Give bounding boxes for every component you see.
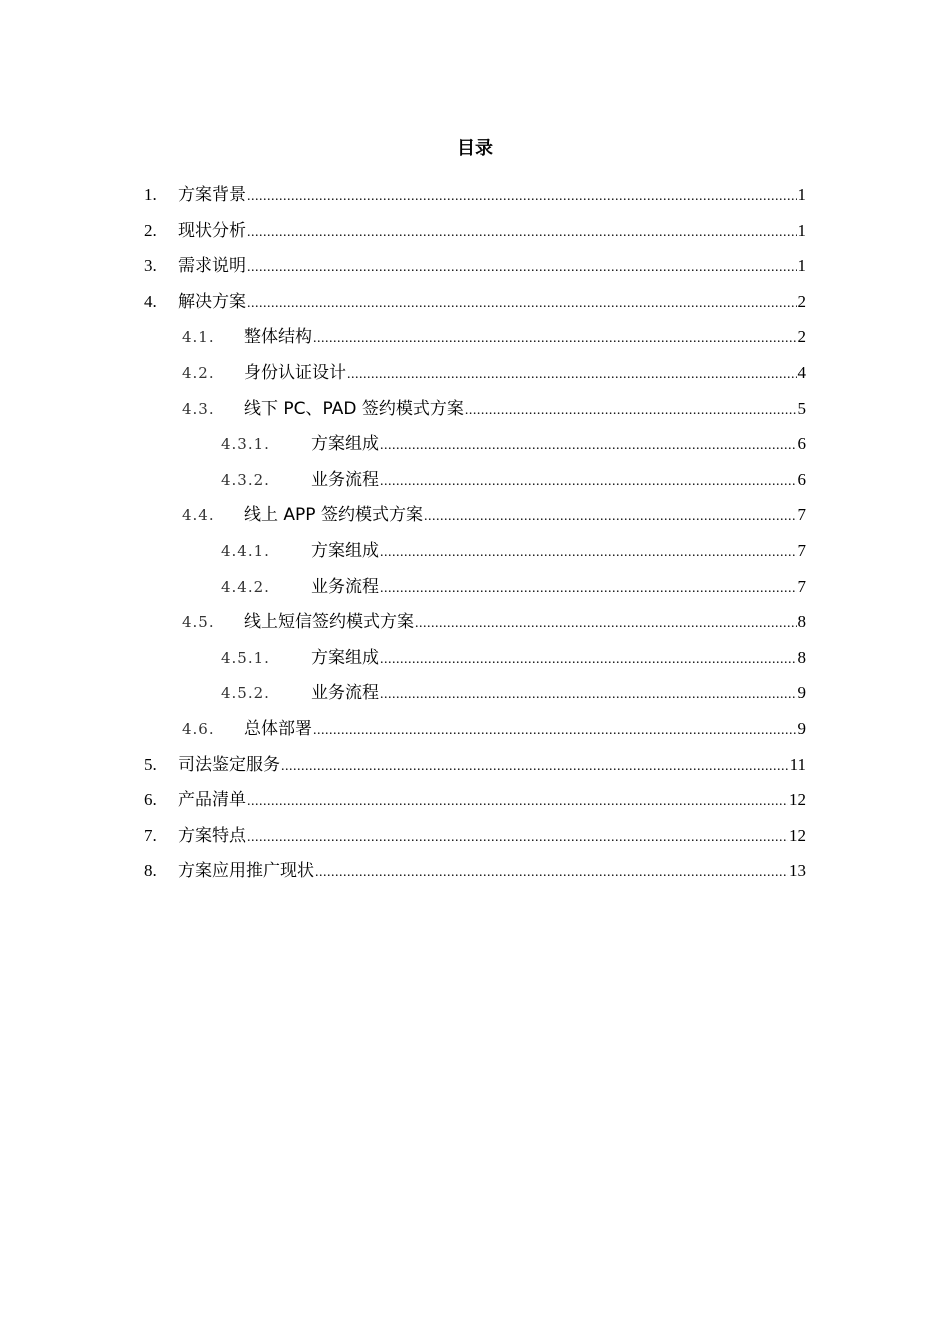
toc-entry[interactable] (221, 678, 806, 708)
toc-leader-dots (465, 396, 797, 426)
toc-leader-dots (415, 609, 797, 639)
toc-entry-page: 13 (789, 861, 806, 881)
toc-entry-number: 4.3.2. (221, 470, 270, 489)
toc-entry-title: 线上短信签约模式方案 (244, 612, 414, 633)
toc-entry[interactable] (182, 607, 806, 637)
toc-entry-number: 4.3. (182, 399, 215, 418)
toc-leader-dots (315, 858, 788, 888)
toc-entry-page: 7 (797, 541, 806, 560)
toc-entry[interactable] (144, 750, 806, 780)
toc-entry-page: 4 (797, 363, 806, 382)
toc-entry-title: 总体部署 (244, 719, 312, 739)
toc-entry-page: 12 (789, 790, 806, 810)
toc-entry-title: 方案背景 (178, 185, 246, 205)
toc-leader-dots (380, 538, 797, 568)
toc-entry-number: 4.2. (182, 364, 215, 382)
toc-entry[interactable] (182, 322, 806, 352)
toc-leader-dots (424, 502, 797, 532)
toc-entry-page: 7 (797, 576, 806, 596)
toc-entry-title: 方案组成 (311, 647, 379, 668)
toc-entry[interactable] (144, 287, 806, 317)
toc-entry-page: 1 (797, 220, 806, 240)
toc-leader-dots (380, 431, 797, 461)
toc-entry[interactable] (182, 358, 806, 388)
toc-entry-title: 现状分析 (178, 220, 246, 241)
toc-entry[interactable] (144, 821, 806, 851)
toc-entry[interactable] (221, 572, 806, 602)
toc-entry-page: 11 (789, 754, 806, 774)
toc-entry-title: 方案应用推广现状 (178, 861, 314, 882)
toc-entry[interactable] (221, 465, 806, 495)
toc-entry-number: 5. (144, 754, 157, 774)
toc-entry[interactable] (144, 785, 806, 815)
toc-entry-title: 业务流程 (311, 576, 379, 597)
toc-entry-number: 4.4.1. (221, 542, 270, 560)
toc-entry-number: 4.5. (182, 613, 215, 632)
toc-entry-number: 1. (144, 185, 157, 204)
toc-leader-dots (247, 289, 797, 319)
toc-title: 目录 (457, 138, 493, 159)
toc-leader-dots (380, 645, 797, 675)
toc-entry-page: 9 (797, 683, 806, 703)
toc-entry-title: 需求说明 (178, 256, 246, 277)
toc-entry-title: 方案组成 (311, 434, 379, 455)
toc-entry-number: 4.1. (182, 328, 215, 347)
toc-entry[interactable] (221, 536, 806, 566)
toc-entry-title: 业务流程 (311, 469, 379, 490)
toc-leader-dots (380, 467, 797, 497)
toc-leader-dots (247, 218, 797, 248)
toc-entry-title: 线下 PC、PAD 签约模式方案 (244, 398, 464, 419)
toc-entry[interactable] (144, 180, 806, 210)
toc-entry[interactable] (144, 216, 806, 246)
toc-entry-title: 产品清单 (178, 790, 246, 811)
toc-entry[interactable] (182, 714, 806, 744)
toc-entry-title: 方案组成 (311, 541, 379, 561)
toc-entry-number: 4.6. (182, 720, 215, 738)
toc-entry-title: 整体结构 (244, 327, 312, 348)
toc-entry-number: 4.4. (182, 506, 215, 525)
toc-leader-dots (380, 574, 797, 604)
toc-entry-page: 12 (789, 825, 806, 845)
toc-entry-number: 4. (144, 291, 157, 311)
toc-entry-title: 线上 APP 签约模式方案 (244, 505, 423, 526)
toc-entry[interactable] (221, 429, 806, 459)
toc-entry[interactable] (182, 500, 806, 530)
toc-entry-title: 解决方案 (178, 291, 246, 312)
toc-leader-dots (380, 680, 797, 710)
toc-leader-dots (313, 716, 797, 746)
toc-entry-number: 6. (144, 790, 157, 810)
toc-entry-page: 5 (797, 398, 806, 418)
toc-entry-page: 7 (797, 505, 806, 525)
toc-entry-number: 7. (144, 825, 157, 845)
toc-entry-number: 4.5.2. (221, 684, 270, 703)
toc-entry[interactable] (144, 251, 806, 281)
toc-entry-page: 6 (797, 434, 806, 454)
toc-entry-title: 方案特点 (178, 825, 246, 846)
toc-entry-number: 2. (144, 220, 157, 240)
toc-entry-number: 8. (144, 861, 157, 881)
toc-leader-dots (247, 787, 788, 817)
toc-entry-page: 2 (797, 327, 806, 347)
toc-entry-page: 8 (797, 647, 806, 667)
toc-entry-number: 4.4.2. (221, 577, 270, 596)
toc-entry-page: 1 (797, 185, 806, 204)
toc-entry[interactable] (221, 643, 806, 673)
toc-leader-dots (281, 752, 789, 782)
toc-entry-page: 8 (797, 612, 806, 632)
toc-entry-number: 3. (144, 256, 157, 276)
toc-entry-page: 6 (797, 469, 806, 489)
toc-entry-page: 1 (797, 256, 806, 276)
toc-entry-title: 业务流程 (311, 683, 379, 704)
toc-entry[interactable] (144, 856, 806, 886)
toc-entry[interactable] (182, 394, 806, 424)
toc-leader-dots (347, 360, 797, 390)
toc-entry-title: 司法鉴定服务 (178, 754, 280, 775)
toc-entry-page: 2 (797, 291, 806, 311)
toc-entry-page: 9 (797, 719, 806, 738)
toc-entry-number: 4.5.1. (221, 648, 270, 667)
toc-leader-dots (313, 324, 797, 354)
toc-entry-title: 身份认证设计 (244, 363, 346, 383)
toc-entry-number: 4.3.1. (221, 435, 270, 454)
toc-leader-dots (247, 182, 797, 212)
toc-leader-dots (247, 823, 788, 853)
toc-leader-dots (247, 253, 797, 283)
